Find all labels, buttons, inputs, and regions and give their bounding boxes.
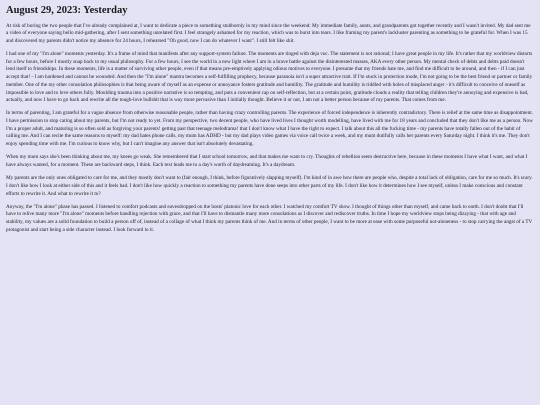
post-paragraph-5: My parents are the only ones obligated to care for me, and they mostly don't want to (fair enough, I think, before figuratively slapping myself). I'm kind of in awe how there are people who, despite a total lack of obligation, care for me so much. It's scary. I don't like how I look at either side of this and it feels bad. I don't like how quickly a reaction to something my parents have done seeps into other parts of my life. I don't like how it determines how I see myself, unless I make conscious and constant efforts to rewrite it. And what to rewrite it to? [6,175,533,197]
post-paragraph-1: At risk of boring the two people that I've already complained at, I want to dedicate a piece to something stubbornly in my mind since the weekend: My immediate family, aunts, and grandparents got together recently and I wasn't invited. My dad sent me a video of everyone saying hello mid-gathering, after I sent something unrelated first. I feel strangely ashamed for my reaction, which was to burst into tears. I like framing my parent's lackluster parenting as something to be grateful for. When I was 15 and discovered my parents didn't notice my absence for 24 hours, I rehearsed "Oh good, now I can do whatever I want". I still felt like shit. [6,22,531,44]
post-paragraph-6: Anyway, the "I'm alone" phase has passed. I listened to comfort podcasts and eavesdropped on the hosts' platonic love for each other. I watched my comfort TV show. I thought of things other than myself, and came back to earth. I don't doubt that I'll have to relive many more "I'm alone" moments before handling rejection with grace, and that I'll have to dismantle many more consolations as I discover and rediscover truths. In time I hope my worldview stops being dizzying - that with age and stability, my values are a solid foundation to build a person off of, instead of a collage of what I think my parents think of me. And in terms of other people, I want to be more at ease with some purposeful not-aloneness - to stop carrying the angst of a TV protagonist and start being a side character instead. I look forward to it. [6,203,533,233]
post-paragraph-3: In terms of parenting, I am grateful for a vague absence from otherwise reasonable people, rather than having crazy controlling parents. The experience of forced independence is inherently contradictory. There is relief at the same time as disappointment. I have permission to stop caring about my parents, but I'm not ready to yet. From my perspective, two decent people, who have lived lives I thought worth modelling, have lived with me for 18 years and concluded that they don't like me as a person. Now I'm a proper adult, and maturing is so often sold as forgiving your parents! getting past that teenage melodrama! that I don't know what I have the right to expect. I talk about this all the fucking time - my parents have totally fallen out of the habit of calling me. And I can recite the same reasons to myself: my dad hates phone calls, my mum has ADHD - but my dad plays video games via voice call twice a week, and my mum dutifully calls her parents every Saturday night. I think it's me. They don't enjoy spending time with me. I'm curious to know why, but I can't imagine any answer that isn't absolutely devastating. [6,110,533,148]
post-paragraph-4: When my mum says she's been thinking about me, my knees go weak. She remembered that I start school tomorrow, and that makes me want to cry. Thoughts of rebellion seem destructive here, because in these moments I have what I want, and what I have always wanted, for a moment. These are backward steps, I think. Each text leads me to a day's worth of daydreaming. It's a daydream. [6,154,528,169]
post-paragraph-2: I had one of my "I'm alone" moments yesterday. It's a frame of mind that manifests after any support-system failure. The moments are tinged with deja vuc. The statement is not rational; I have great people in my life. It's rather that my worldview distorts for a few hours, before I mostly snap back to my usual philosophy. For a few hours, I see the world in a new light where I am in a brave battle against the disinterested masses, AKA every other person. My mental check of debts and debts paid doesn't lend itself to friendships. In these moments, life is a matter of surviving other people, even if that means pre-emptively applying odious motives to everyone. I presume that my friends hate me, and find me difficult to be around, and then - if I can just accept that! - I am hardened and cannot be wounded. And then the "I'm alone" mantra becomes a self-fulfilling prophecy, because paranoia isn't a super attractive trait. If I'm stuck in protection mode, I'm not going to be the best friend or partner or family member. One of the my other consolation philosophies is that being aware of myself as an expense or annoyance fosters gratitude and humility. The gratitude and humility is riddled with holes of misplaced anger - it's difficult to conceive of oneself as impossible to love and to love others fully. Moulding trauma into a positive narrative is so tempting, and puts a convenient cap on self-reflection, but at a certain point, gratitude clouds a reality that telling children they're annoying and expensive is bad, actually, and now I have to go back and rewrite all the tough-love bullshit that is way more pervasive than I initially thought. Believe it or not, I am not a better person because of my parents. That comes from me. [6,51,533,104]
post-title: August 29, 2023: Yesterday [6,5,128,16]
